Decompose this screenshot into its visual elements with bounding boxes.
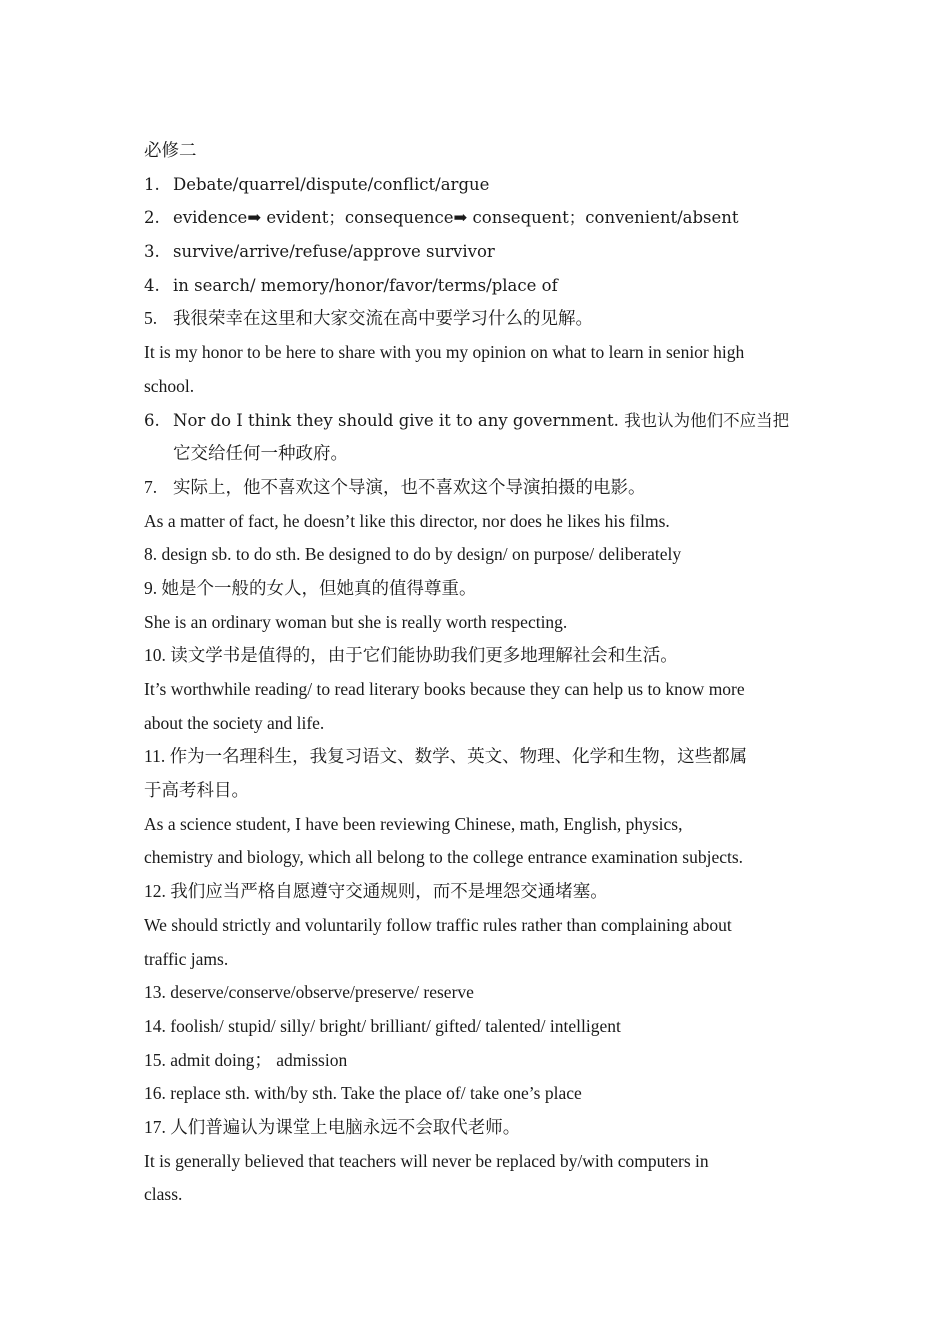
chinese-sentence: 12. 我们应当严格自愿遵守交通规则，而不是埋怨交通堵塞。 bbox=[144, 881, 608, 902]
document-page bbox=[144, 134, 816, 1212]
chinese-sentence: 9. 她是个一般的女人，但她真的值得尊重。 bbox=[144, 577, 477, 598]
chinese-sentence: 11. 作为一名理科生，我复习语文、数学、英文、物理、化学和生物，这些都属 bbox=[144, 746, 748, 767]
list-item bbox=[144, 269, 816, 303]
english-translation-cont: school. bbox=[144, 375, 195, 396]
item-text: Debate/quarrel/dispute/conflict/argue bbox=[173, 174, 490, 194]
english-translation: It is generally believed that teachers will never be replaced by/with computers in bbox=[144, 1150, 709, 1171]
item-text: in search/ memory/honor/favor/terms/place of bbox=[173, 275, 558, 295]
item-text-cont: 它交给任何一种政府。 bbox=[173, 443, 348, 464]
chinese-sentence-cont: 于高考科目。 bbox=[144, 780, 249, 801]
list-item: 13. deserve/conserve/observe/preserve/ reserve bbox=[144, 982, 474, 1003]
english-translation: As a matter of fact, he doesn’t like this director, nor does he likes his films. bbox=[144, 510, 670, 531]
english-translation-cont: chemistry and biology, which all belong to the college entrance examination subjects. bbox=[144, 847, 744, 868]
item-number: 4. bbox=[144, 275, 160, 295]
list-item bbox=[144, 201, 816, 235]
item-text: Nor do I think they should give it to any government. 我也认为他们不应当把 bbox=[173, 410, 790, 430]
english-translation: As a science student, I have been reviewing Chinese, math, English, physics, bbox=[144, 813, 683, 834]
list-item bbox=[144, 404, 816, 438]
list-item bbox=[144, 471, 816, 505]
english-translation: It is my honor to be here to share with you my opinion on what to learn in senior high bbox=[144, 342, 745, 363]
list-item: 14. foolish/ stupid/ silly/ bright/ brilliant/ gifted/ talented/ intelligent bbox=[144, 1015, 621, 1036]
list-item: 16. replace sth. with/by sth. Take the place of/ take one’s place bbox=[144, 1083, 582, 1104]
item-number: 6. bbox=[144, 410, 160, 430]
item-number: 5. bbox=[144, 308, 158, 329]
english-translation: She is an ordinary woman but she is really worth respecting. bbox=[144, 611, 568, 632]
item-number: 3. bbox=[144, 242, 160, 262]
list-item bbox=[144, 302, 816, 336]
list-item bbox=[144, 168, 816, 202]
english-translation-cont: about the society and life. bbox=[144, 712, 325, 733]
chinese-sentence: 17. 人们普遍认为课堂上电脑永远不会取代老师。 bbox=[144, 1116, 521, 1137]
item-text: evidence➡ evident；consequence➡ consequent；convenient/absent bbox=[173, 208, 739, 228]
english-translation: We should strictly and voluntarily follow traffic rules rather than complaining about bbox=[144, 914, 732, 935]
list-item: 8. design sb. to do sth. Be designed to do by design/ on purpose/ deliberately bbox=[144, 544, 682, 565]
list-item: 15. admit doing； admission bbox=[144, 1049, 348, 1070]
chinese-sentence: 实际上，他不喜欢这个导演，也不喜欢这个导演拍摄的电影。 bbox=[173, 476, 646, 497]
item-number: 2. bbox=[144, 208, 160, 228]
item-number: 7. bbox=[144, 476, 158, 497]
page-title: 必修二 bbox=[144, 140, 197, 160]
list-item bbox=[144, 235, 816, 269]
chinese-sentence: 10. 读文学书是值得的，由于它们能协助我们更多地理解社会和生活。 bbox=[144, 645, 678, 666]
english-translation-cont: traffic jams. bbox=[144, 948, 229, 969]
item-text: survive/arrive/refuse/approve survivor bbox=[173, 242, 495, 262]
chinese-sentence: 我很荣幸在这里和大家交流在高中要学习什么的见解。 bbox=[173, 308, 593, 329]
item-number: 1. bbox=[144, 174, 160, 194]
english-translation: It’s worthwhile reading/ to read literary books because they can help us to know more bbox=[144, 679, 745, 699]
english-translation-cont: class. bbox=[144, 1184, 183, 1205]
